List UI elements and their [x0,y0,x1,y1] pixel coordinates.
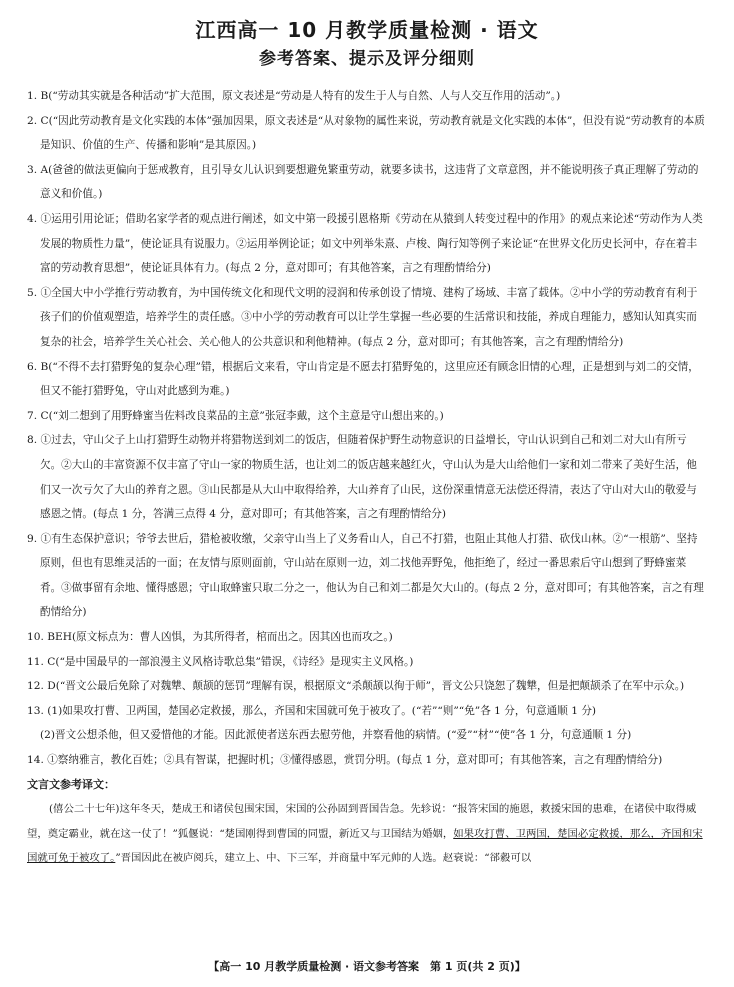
answer-item-9: 9. ①有生态保护意识；爷爷去世后，猎枪被收缴，父亲守山当上了义务看山人，自己不打猎，也阻止其他人打猎、砍伐山林。②“一根筋”、坚持原则，但也有思维灵活的一面；在友情与原则面前，守山站在原则一边，刘二找他弄野兔，他拒绝了，经过一番思索后守山想到了野蜂蜜菜肴。③做事留有余地、懂得感恩；守山取蜂蜜只取二分之一，他认为自己和刘二都是欠大山的。(每点 2 分，意对即可；有其他答案，言之有理酌情给分) [27,532,704,619]
answer-item-2: 2. C(“因此劳动教育是文化实践的本体”强加因果，原文表述是“从对象物的属性来说，劳动教育就是文化实践的本体”，但没有说“劳动教育的本质是知识、价值的生产、传播和影响”是其原因。) [27,114,705,152]
translation-paragraph [27,797,707,871]
answer-item-6: 6. B(“不得不去打猎野兔的复杂心理”错，根据后文来看，守山肯定是不愿去打猎野兔的，这里应还有顾念旧情的心理，正是想到与刘二的交情，但又不能打猎野兔，守山对此感到为难。) [27,360,699,398]
answer-item-3: 3. A(爸爸的做法更偏向于惩戒教育，且引导女儿认识到要想避免繁重劳动，就要多读书，这违背了文章意图，并不能说明孩子真正理解了劳动的意义和价值。) [27,163,699,201]
answer-item-4: 4. ①运用引用论证；借助名家学者的观点进行阐述，如文中第一段援引恩格斯《劳动在从猿到人转变过程中的作用》的观点来论述“劳动作为人类发展的物质性力量”，使论证具有说服力。②运用举例论证；如文中列举朱熹、卢梭、陶行知等例子来论证“在世界文化历史长河中，存在着丰富的劳动教育思想”，使论证具体有力。(每点 2 分，意对即可；有其他答案，言之有理酌情给分) [27,212,703,275]
answer-item-7: 7. C(“刘二想到了用野蜂蜜当佐料改良菜品的主意”张冠李戴，这个主意是守山想出来的。) [27,409,444,422]
page-footer: 【高一 10 月教学质量检测 · 语文参考答案 第 1 页(共 2 页)】 [208,960,526,973]
answer-item-1: 1. B(“劳动其实就是各种活动”扩大范围，原文表述是“劳动是人特有的发生于人与自然、人与人交互作用的活动”。) [27,90,561,102]
answer-item-11: 11. C(“是中国最早的一部浪漫主义风格诗歌总集”错误，《诗经》是现实主义风格。) [27,655,414,668]
answer-item-10: 10. BEH(原文标点为：曹人凶惧，为其所得者，棺而出之。因其凶也而攻之。) [27,631,393,644]
translation-text-part-2: ”晋国因此在被庐阅兵，建立上、中、下三军，并商量中军元帅的人选。赵衰说：“郤縠可以 [115,852,532,865]
answer-item-13-1: 13. (1)如果攻打曹、卫两国，楚国必定救援，那么，齐国和宋国就可免于被攻了。(“若”“则”“免”各 1 分，句意通顺 1 分) [27,704,597,717]
page-subtitle: 参考答案、提示及评分细则 [259,49,475,69]
page-title: 江西高一 10 月教学质量检测 · 语文 [195,18,539,42]
answer-item-13-2: (2)晋文公想杀他，但又爱惜他的才能。因此派使者送东西去慰劳他，并察看他的病情。(“爱”“材”“使”各 1 分，句意通顺 1 分) [40,729,632,742]
answer-item-12: 12. D(“晋文公最后免除了对魏犨、颠颉的惩罚”理解有误，根据原文“杀颠颉以徇于师”，晋文公只饶恕了魏犨，但是把颠颉杀了在军中示众。) [27,680,685,693]
answer-item-5: 5. ①全国大中小学推行劳动教育，为中国传统文化和现代文明的浸润和传承创设了情境、建构了场域、丰富了载体。②中小学的劳动教育有利于孩子们的价值观塑造，培养学生的责任感。③中小学的劳动教育可以让学生掌握一些必要的生活常识和技能，养成自理能力，感知认知真实而复杂的社会，培养学生关心社会、关心他人的公共意识和利他精神。(每点 2 分，意对即可；有其他答案，言之有理酌情给分) [27,286,698,348]
answer-list [27,84,707,871]
translation-heading: 文言文参考译文： [27,777,115,791]
translation-underlined-text: 如果攻打曹、卫两国，楚国必定救援，那么，齐国和宋国就可免于被攻了。 [27,827,703,865]
answer-item-14: 14. ①察纳雅言，教化百姓；②具有智谋，把握时机；③懂得感恩，赏罚分明。(每点 1 分，意对即可；有其他答案，言之有理酌情给分) [27,754,663,767]
answer-item-8: 8. ①过去，守山父子上山打猎野生动物并将猎物送到刘二的饭店，但随着保护野生动物意识的日益增长，守山认识到自己和刘二对大山有所亏欠。②大山的丰富资源不仅丰富了守山一家的物质生活，也让刘二的饭店越来越红火，守山认为是大山给他们一家和刘二带来了美好生活，他们又一次亏欠了大山的养育之恩。③山民都是从大山中取得给养，大山养育了山民，这份深重情意无法偿还得清，表达了守山对大山的敬爱与感恩之情。(每点 1 分，答满三点得 4 分，意对即可；有其他答案，言之有理酌情给分) [27,434,697,521]
translation-text-part-1: (僖公二十七年)这年冬天，楚成王和诸侯包围宋国，宋国的公孙固到晋国告急。先轸说：“报答宋国的施恩，救援宋国的患难，在诸侯中取得威望，奠定霸业，就在这一仗了！”狐偃说：“楚国刚得到曹国的同盟，新近又与卫国结为婚姻， [27,803,697,840]
